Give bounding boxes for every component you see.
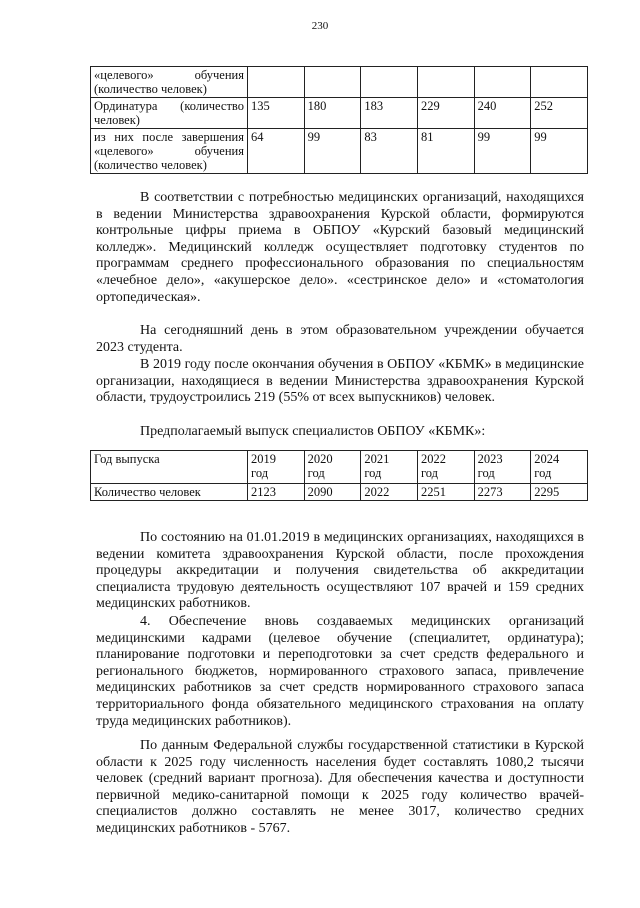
table-row (91, 129, 588, 174)
year: 2023 (477, 452, 503, 466)
table-cell: 2022 (361, 484, 418, 501)
label-line: «целевого» обучения (94, 68, 244, 82)
paragraph-students-count: На сегодняшний день в этом образовательном учреждении обучается 2023 студента. (96, 323, 584, 355)
header-label: Год выпуска (91, 451, 248, 484)
table-cell: 229 (417, 98, 474, 129)
table-cell: 180 (304, 98, 361, 129)
paragraph-graduates-employed: В 2019 году после окончания обучения в ОБПОУ «КБМК» в медицинские организации, находящиеся в ведении Министерства здравоохранения Курской области, трудоустроились 219 (55% от всех выпускников) человек. (96, 357, 584, 406)
year: 2022 (420, 452, 446, 466)
table-cell: 81 (417, 129, 474, 174)
year-cell (417, 451, 474, 484)
table-row (91, 484, 588, 501)
label-line: из них после завершения (94, 130, 244, 144)
year-cell (474, 451, 531, 484)
label-line: человек) (94, 113, 140, 127)
table-cell (248, 67, 305, 98)
label-line: (количество человек) (94, 82, 207, 96)
page-number: 230 (311, 20, 329, 32)
year-unit: год (364, 466, 382, 480)
year-cell (361, 451, 418, 484)
paragraph-college-admissions: В соответствии с потребностью медицинских организаций, находящихся в ведении Министерства здравоохранения Курской области, формируются контрольные цифры приема в ОБПОУ «Курский базовый медицинский колледж». Медицинский колледж осуществляет подготовку студентов по программам среднего профессионального образования по специальностям «лечебное дело», «акушерское дело». «сестринское дело» и «стоматология ортопедическая». (96, 190, 584, 305)
table-cell (304, 67, 361, 98)
table-row (91, 67, 588, 98)
year-unit: год (420, 466, 439, 480)
year-unit: год (251, 466, 269, 480)
table-cell: 135 (248, 98, 305, 129)
year: 2020 (307, 452, 333, 466)
table-cell (417, 67, 474, 98)
table-cell: 99 (304, 129, 361, 174)
table-cell: 240 (474, 98, 531, 129)
year-cell (304, 451, 361, 484)
table-cell: 2123 (248, 484, 305, 501)
graduation-table (90, 450, 588, 501)
row-label (91, 98, 248, 129)
table-cell: 2090 (304, 484, 361, 501)
table-cell (531, 67, 588, 98)
paragraph-staffing-point-4: 4. Обеспечение вновь создаваемых медицинских организаций медицинскими кадрами (целевое обучение (специалитет, ординатура); планирование подготовки и переподготовки за счет средств федерального и регионального бюджетов, нормированного страхового запаса, привлечение медицинских работников за счет средств нормированного страхового запаса территориального фонда обязательного медицинского страхования на оплату труда медицинских работников). (96, 614, 584, 729)
row-label: Количество человек (91, 484, 248, 501)
paragraph-accreditation: По состоянию на 01.01.2019 в медицинских организациях, находящихся в ведении комитета здравоохранения Курской области, после прохождения процедуры аккредитации и получения свидетельства об аккредитации специалиста трудовую деятельность осуществляют 107 врачей и 159 средних медицинских работников. (96, 530, 584, 612)
paragraph-population-forecast: По данным Федеральной службы государственной статистики в Курской области к 2025 году численность населения будет составлять 1080,2 тысячи человек (средний вариант прогноза). Для обеспечения качества и доступности первичной медико-санитарной помощи к 2025 году количество врачей-специалистов должно составлять не менее 3017, количество средних медицинских работников - 5767. (96, 738, 584, 836)
table-row (91, 451, 588, 484)
year: 2021 (364, 452, 390, 466)
table-cell (361, 67, 418, 98)
table-cell: 2273 (474, 484, 531, 501)
table-cell: 64 (248, 129, 305, 174)
year: 2019 (251, 452, 276, 466)
row-label (91, 129, 248, 174)
table-cell: 183 (361, 98, 418, 129)
year-unit: год (477, 466, 495, 480)
table-row (91, 98, 588, 129)
admissions-table (90, 66, 588, 174)
table-cell (474, 67, 531, 98)
label-line: (количество человек) (94, 158, 207, 172)
label-line: «целевого» обучения (94, 144, 244, 158)
year-unit: год (307, 466, 325, 480)
table-cell: 99 (474, 129, 531, 174)
year-cell (248, 451, 305, 484)
table-cell: 252 (531, 98, 588, 129)
table-cell: 99 (531, 129, 588, 174)
table-cell: 83 (361, 129, 418, 174)
year-unit: год (534, 466, 552, 480)
table-cell: 2251 (417, 484, 474, 501)
label-line: Ординатура (количество (94, 99, 244, 113)
table-cell: 2295 (531, 484, 588, 501)
paragraph-table-caption: Предполагаемый выпуск специалистов ОБПОУ «КБМК»: (140, 424, 486, 439)
year-cell (531, 451, 588, 484)
row-label (91, 67, 248, 98)
year: 2024 (534, 452, 560, 466)
